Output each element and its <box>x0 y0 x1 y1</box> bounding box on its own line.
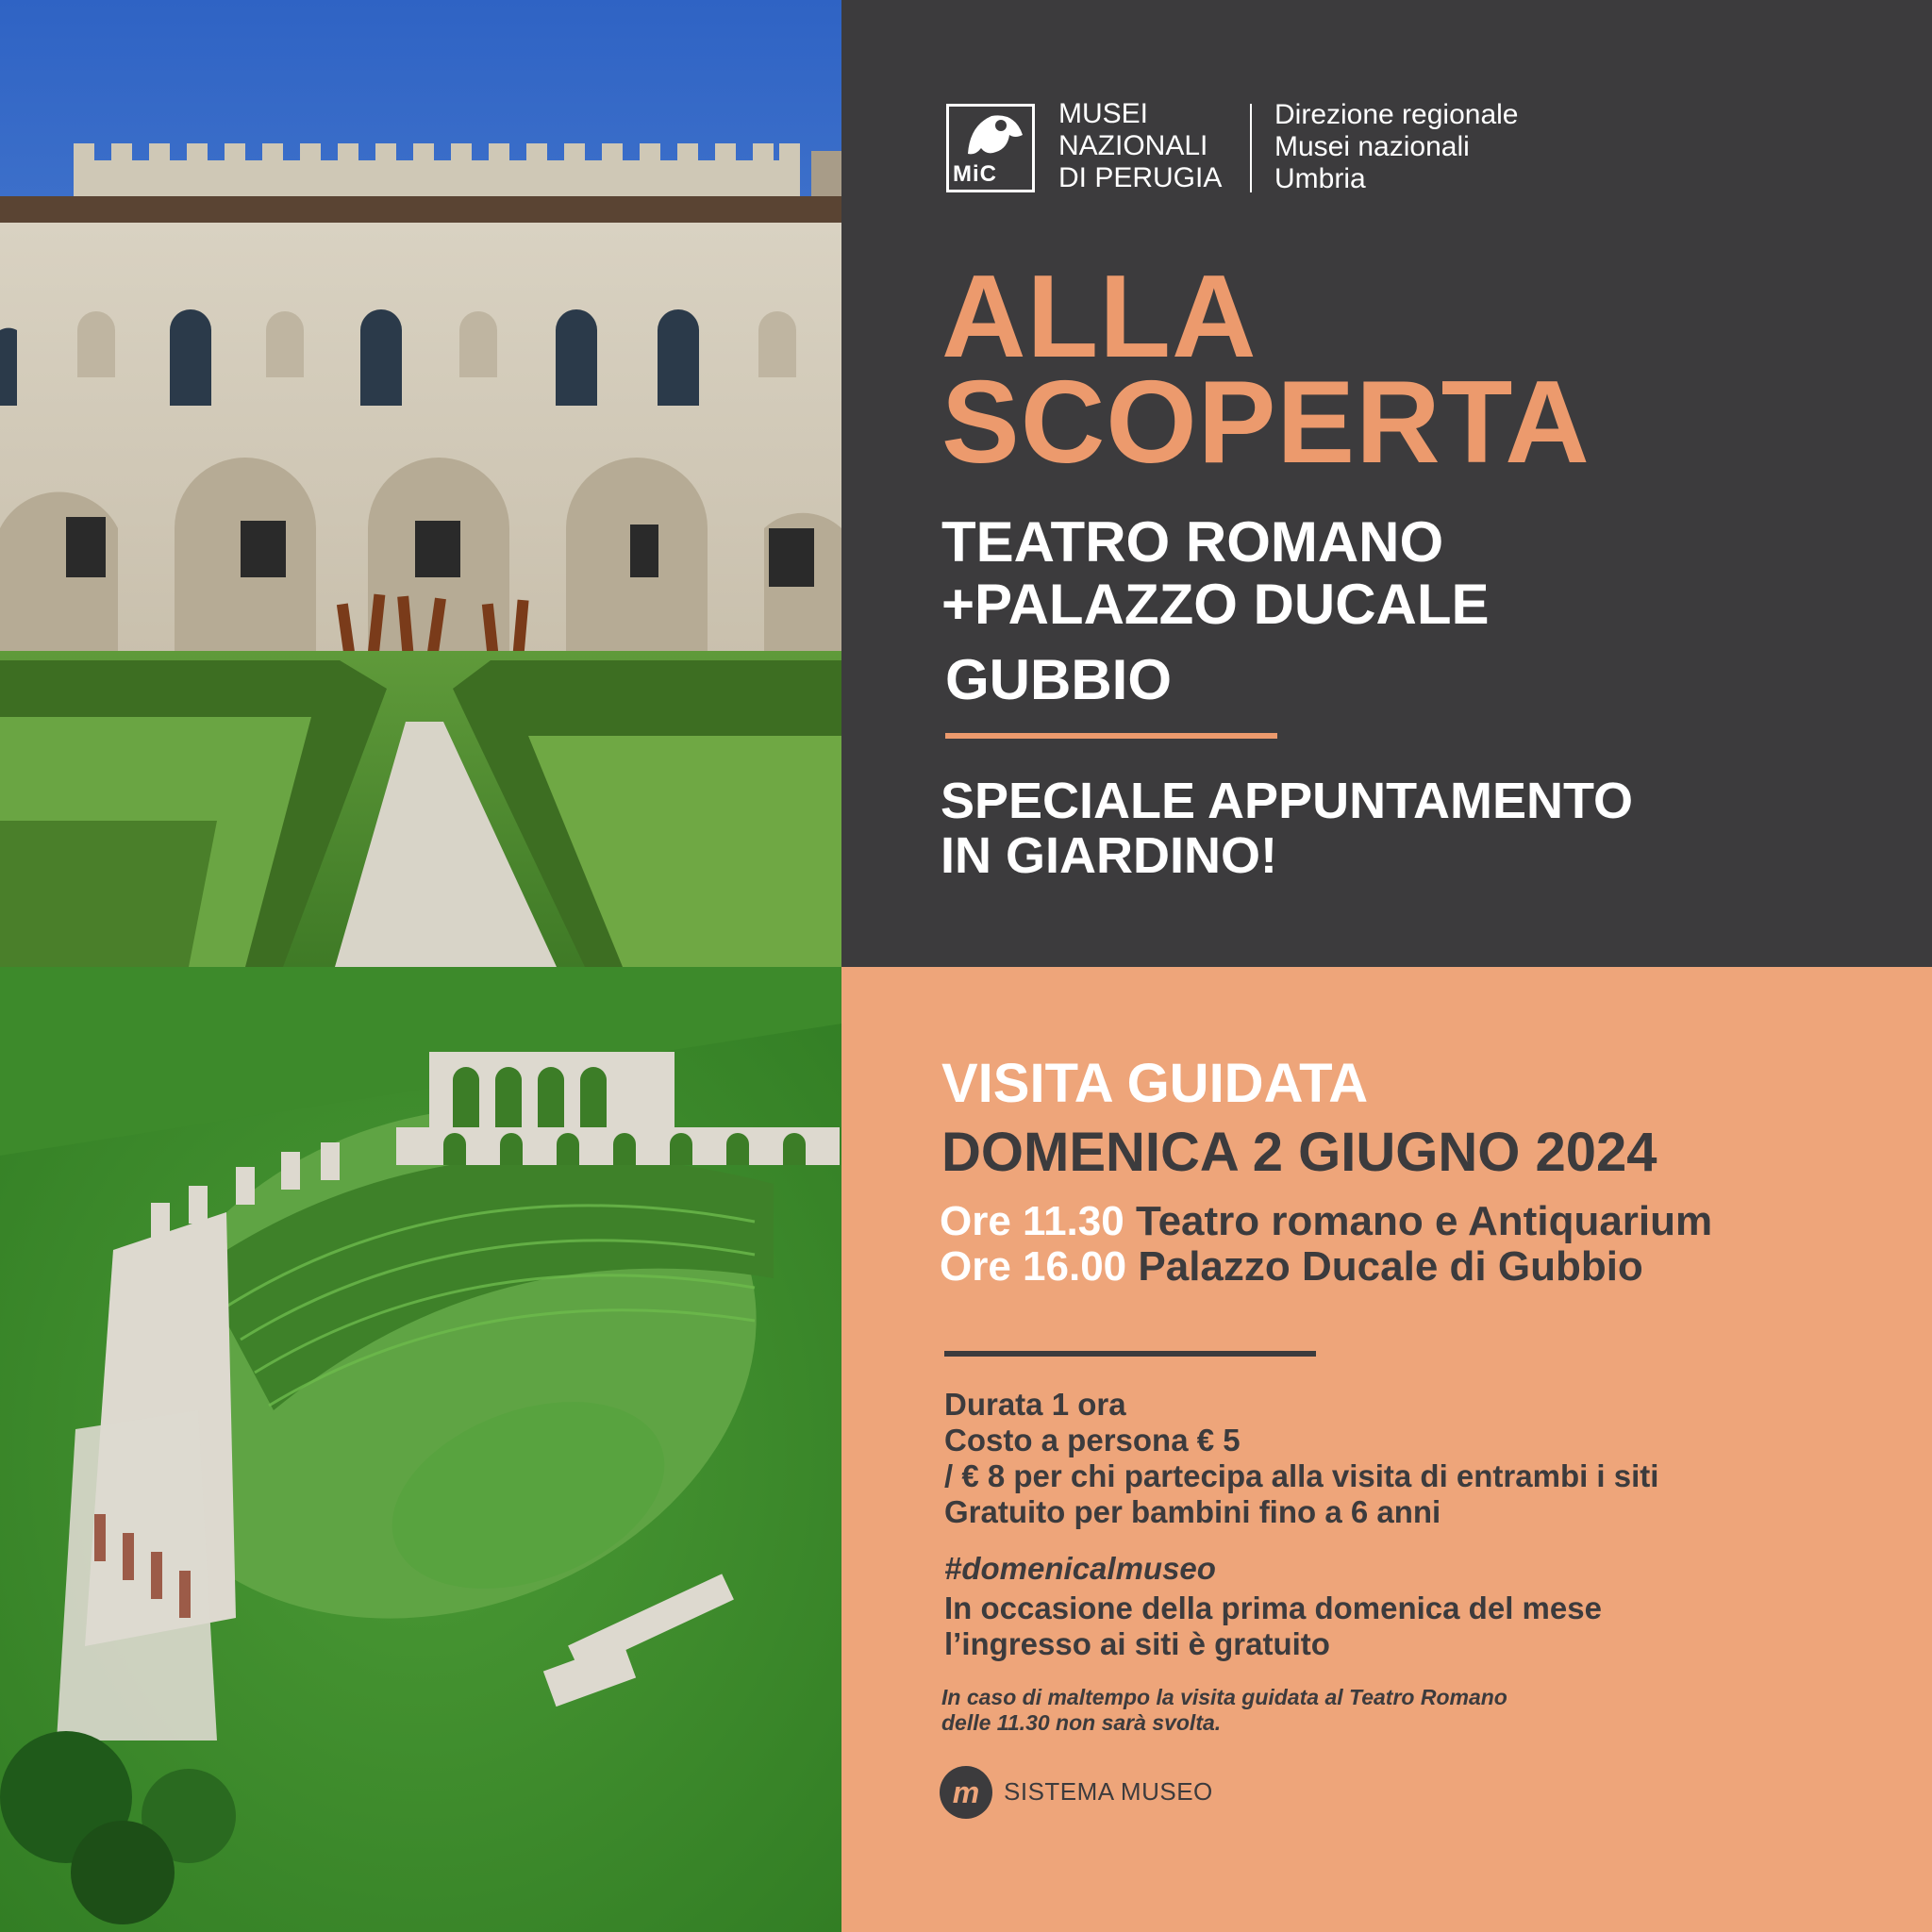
weather-note-line: In caso di maltempo la visita guidata al Teatro Romano <box>941 1685 1507 1709</box>
teatro-romano-photo <box>0 967 841 1932</box>
detail-line: Costo a persona € 5 <box>944 1423 1241 1457</box>
special-line: SPECIALE APPUNTAMENTO <box>941 773 1634 829</box>
hashtag: #domenicalmuseo <box>944 1551 1216 1586</box>
direzione-line: Musei nazionali <box>1274 131 1470 162</box>
schedule-place: Palazzo Ducale di Gubbio <box>1138 1243 1643 1290</box>
logo-divider <box>1250 104 1252 192</box>
direzione-line: Umbria <box>1274 163 1366 194</box>
free-entry-line: l’ingresso ai siti è gratuito <box>944 1626 1330 1661</box>
detail-line: Gratuito per bambini fino a 6 anni <box>944 1494 1441 1529</box>
schedule-row <box>940 1198 1712 1245</box>
detail-line: Durata 1 ora <box>944 1387 1126 1422</box>
sistema-museo-glyph: m <box>952 1775 980 1809</box>
direzione-name <box>1274 99 1519 195</box>
headline <box>941 252 1591 488</box>
museum-name-line: DI PERUGIA <box>1058 162 1223 193</box>
visit-date: DOMENICA 2 GIUGNO 2024 <box>941 1122 1657 1183</box>
special-line: IN GIARDINO! <box>941 827 1277 884</box>
sistema-museo-label: SISTEMA MUSEO <box>1004 1777 1213 1806</box>
museum-name-line: MUSEI <box>1058 98 1149 129</box>
weather-note <box>941 1685 1507 1736</box>
museum-name <box>1058 98 1222 194</box>
special-event-text <box>941 774 1633 883</box>
direzione-line: Direzione regionale <box>1274 99 1519 130</box>
weather-note-line: delle 11.30 non sarà svolta. <box>941 1710 1222 1735</box>
mic-label: MiC <box>953 161 997 187</box>
dark-divider <box>944 1351 1316 1357</box>
schedule-time: Ore 11.30 <box>940 1198 1124 1244</box>
city-name: GUBBIO <box>945 648 1172 711</box>
museum-name-line: NAZIONALI <box>1058 130 1208 161</box>
sistema-museo-logo-icon <box>940 1766 992 1819</box>
palazzo-ducale-photo <box>0 0 841 967</box>
schedule-place: Teatro romano e Antiquarium <box>1135 1198 1713 1244</box>
visit-title: VISITA GUIDATA <box>941 1053 1369 1114</box>
detail-line: / € 8 per chi partecipa alla visita di entrambi i siti <box>944 1458 1659 1493</box>
subheadline-line: TEATRO ROMANO <box>941 510 1444 574</box>
headline-line: ALLA <box>941 252 1257 382</box>
subheadline-line: +PALAZZO DUCALE <box>941 573 1490 636</box>
schedule-row <box>940 1243 1643 1291</box>
visit-details <box>944 1387 1658 1530</box>
mic-museum-logo-icon <box>946 104 1035 192</box>
schedule-time: Ore 16.00 <box>940 1243 1127 1290</box>
free-entry-text <box>944 1591 1602 1662</box>
accent-divider <box>945 733 1277 739</box>
subheadline <box>941 511 1490 636</box>
free-entry-line: In occasione della prima domenica del mese <box>944 1591 1602 1625</box>
headline-line: SCOPERTA <box>941 358 1591 488</box>
